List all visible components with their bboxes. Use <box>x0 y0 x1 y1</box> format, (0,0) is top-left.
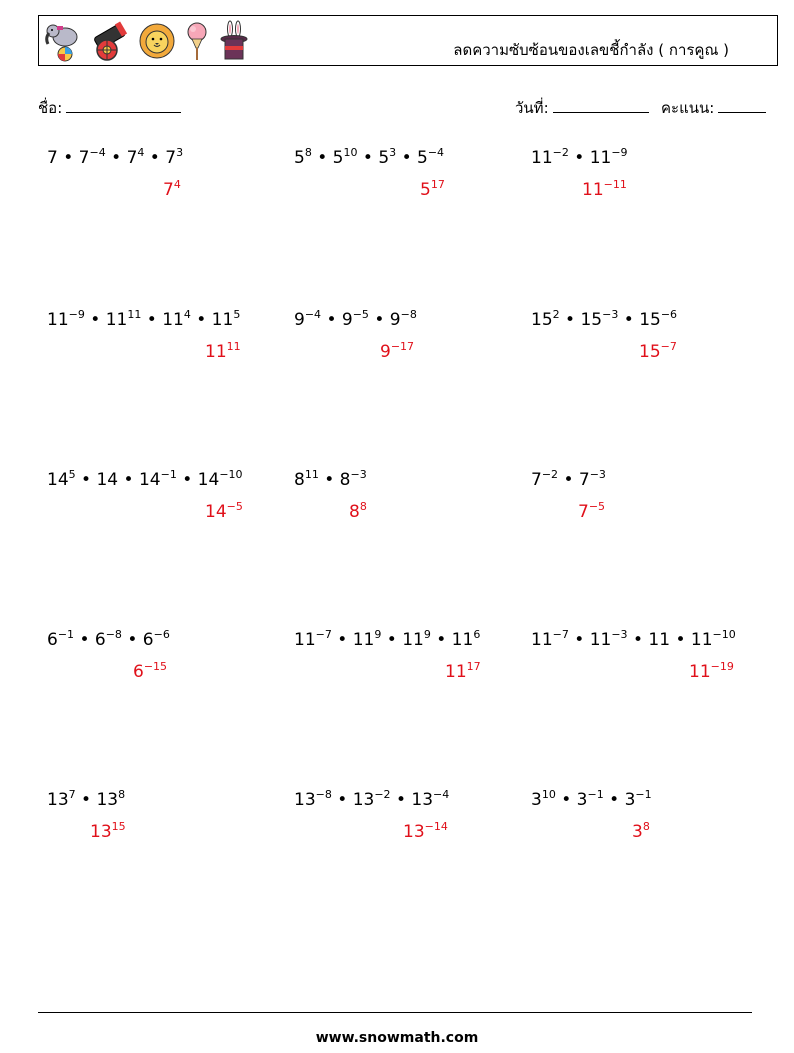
power-term <box>390 310 417 330</box>
power-term <box>47 790 76 810</box>
exponent: −2 <box>552 146 569 159</box>
power-term <box>165 148 183 168</box>
exponent: −15 <box>143 660 168 673</box>
base: 6 <box>47 630 58 650</box>
power-term <box>212 310 241 330</box>
base: 11 <box>589 148 612 168</box>
header-icons <box>43 20 251 62</box>
multiply-dot: • <box>105 148 127 168</box>
answer <box>133 662 167 682</box>
multiply-dot: • <box>670 630 691 650</box>
power-term <box>47 310 85 330</box>
problem-expression <box>531 148 628 168</box>
base: 11 <box>648 630 671 650</box>
name-label: ชื่อ: <box>38 99 63 117</box>
power-term <box>127 148 145 168</box>
multiply-dot: • <box>311 148 333 168</box>
base: 11 <box>352 630 375 650</box>
base: 15 <box>580 310 603 330</box>
multiply-dot: • <box>121 630 143 650</box>
answer <box>380 342 414 362</box>
base: 15 <box>639 342 661 362</box>
exponent: −10 <box>712 628 736 641</box>
power-term <box>531 470 558 490</box>
exponent: −4 <box>427 146 445 159</box>
power-term <box>531 310 560 330</box>
multiply-dot: • <box>318 470 340 490</box>
score-field[interactable] <box>661 96 766 120</box>
power-term <box>294 310 321 330</box>
answer <box>205 342 241 362</box>
problem-expression <box>47 790 125 810</box>
base: 11 <box>445 662 467 682</box>
exponent: 4 <box>173 178 181 191</box>
answer-power <box>163 180 181 200</box>
power-term <box>353 790 391 810</box>
problem-expression <box>294 790 449 810</box>
exponent: −9 <box>611 146 628 159</box>
base: 9 <box>341 310 353 330</box>
exponent: −8 <box>105 628 122 641</box>
multiply-dot: • <box>381 630 403 650</box>
base: 3 <box>531 790 542 810</box>
exponent: 8 <box>642 820 650 833</box>
exponent: −17 <box>390 340 415 353</box>
power-term <box>577 790 604 810</box>
exponent: −5 <box>226 500 243 513</box>
exponent: −5 <box>588 500 606 513</box>
exponent: −4 <box>433 788 450 801</box>
exponent: −9 <box>68 308 85 321</box>
exponent: 11 <box>304 468 319 481</box>
exponent: −3 <box>611 628 628 641</box>
date-label: วันที่: <box>515 99 549 117</box>
power-term <box>531 630 569 650</box>
base: 11 <box>531 630 553 650</box>
multiply-dot: • <box>75 470 97 490</box>
multiply-dot: • <box>321 310 342 330</box>
answer <box>205 502 243 522</box>
base: 7 <box>165 148 177 168</box>
answer-power <box>349 502 367 522</box>
power-term <box>590 630 628 650</box>
answer <box>420 180 445 200</box>
footer-url[interactable]: www.snowmath.com <box>315 1030 479 1046</box>
exponent: −7 <box>315 628 332 641</box>
problem-expression <box>294 630 480 650</box>
power-term <box>353 630 382 650</box>
base: 11 <box>531 148 553 168</box>
answer <box>403 822 448 842</box>
multiply-dot: • <box>568 630 590 650</box>
exponent: −8 <box>315 788 332 801</box>
exponent: 5 <box>68 468 76 481</box>
base: 13 <box>411 790 434 810</box>
multiply-dot: • <box>84 310 106 330</box>
answer <box>639 342 677 362</box>
base: 7 <box>578 502 589 522</box>
exponent: −2 <box>541 468 559 481</box>
power-term <box>96 790 125 810</box>
multiply-dot: • <box>568 148 590 168</box>
power-term <box>411 790 449 810</box>
exponent: −14 <box>424 820 448 833</box>
exponent: 10 <box>541 788 556 801</box>
exponent: 6 <box>473 628 481 641</box>
base: 7 <box>78 148 90 168</box>
exponent: −19 <box>710 660 734 673</box>
problem-expression <box>47 470 243 490</box>
answer-power <box>420 180 445 200</box>
exponent: −2 <box>374 788 391 801</box>
answer-power <box>632 822 650 842</box>
multiply-dot: • <box>390 790 412 810</box>
problem-expression <box>294 470 367 490</box>
multiply-dot: • <box>74 630 95 650</box>
base: 11 <box>211 310 234 330</box>
exponent: −7 <box>660 340 677 353</box>
exponent: −3 <box>350 468 367 481</box>
answer-power <box>639 342 677 362</box>
base: 11 <box>47 310 69 330</box>
multiply-dot: • <box>331 630 353 650</box>
answer-power <box>578 502 605 522</box>
power-term <box>691 630 736 650</box>
name-field[interactable] <box>38 96 181 120</box>
exponent: 7 <box>68 788 76 801</box>
exponent: 4 <box>183 308 191 321</box>
exponent: 17 <box>430 178 445 191</box>
exponent: −3 <box>602 308 619 321</box>
power-term <box>162 310 191 330</box>
base: 13 <box>90 822 112 842</box>
multiply-dot: • <box>627 630 649 650</box>
base: 11 <box>690 630 713 650</box>
power-term <box>96 470 118 490</box>
exponent: 11 <box>226 340 241 353</box>
exponent: 10 <box>343 146 358 159</box>
power-term <box>47 148 58 168</box>
power-term <box>452 630 481 650</box>
exponent: 11 <box>127 308 142 321</box>
answer <box>689 662 734 682</box>
base: 14 <box>205 502 227 522</box>
multiply-dot: • <box>357 148 379 168</box>
power-term <box>590 148 628 168</box>
exponent: 5 <box>233 308 241 321</box>
power-term <box>580 310 618 330</box>
problem-expression <box>294 148 444 168</box>
multiply-dot: • <box>118 470 139 490</box>
exponent: −4 <box>304 308 322 321</box>
base: 13 <box>96 790 119 810</box>
exponent: −5 <box>352 308 369 321</box>
score-label: คะแนน: <box>661 99 715 117</box>
exponent: −10 <box>219 468 243 481</box>
problem-expression <box>531 630 736 650</box>
exponent: −1 <box>160 468 177 481</box>
power-term <box>648 630 670 650</box>
base: 13 <box>294 790 316 810</box>
problem-expression <box>47 630 170 650</box>
base: 5 <box>420 180 431 200</box>
power-term <box>294 470 319 490</box>
magic-hat-rabbit-icon <box>217 20 251 62</box>
problem-expression <box>531 310 677 330</box>
exponent: 3 <box>176 146 184 159</box>
problem-expression <box>47 310 240 330</box>
power-term <box>95 630 122 650</box>
base: 6 <box>142 630 154 650</box>
power-term <box>198 470 243 490</box>
power-term <box>106 310 142 330</box>
exponent: 8 <box>118 788 126 801</box>
power-term <box>47 630 74 650</box>
base: 14 <box>96 470 119 490</box>
base: 11 <box>162 310 184 330</box>
base: 13 <box>403 822 425 842</box>
power-term <box>579 470 606 490</box>
base: 11 <box>589 630 612 650</box>
base: 5 <box>332 148 344 168</box>
base: 14 <box>197 470 220 490</box>
base: 13 <box>352 790 375 810</box>
power-term <box>294 790 332 810</box>
lion-icon <box>137 20 177 62</box>
problem-expression <box>531 790 652 810</box>
base: 14 <box>138 470 161 490</box>
power-term <box>531 148 569 168</box>
exponent: 4 <box>137 146 145 159</box>
answer <box>445 662 481 682</box>
answer-power <box>133 662 167 682</box>
multiply-dot: • <box>75 790 97 810</box>
power-term <box>333 148 358 168</box>
answer <box>582 180 627 200</box>
answer-power <box>445 662 481 682</box>
answer-power <box>205 502 243 522</box>
base: 11 <box>451 630 474 650</box>
multiply-dot: • <box>396 148 418 168</box>
multiply-dot: • <box>144 148 166 168</box>
answer-power <box>205 342 241 362</box>
multiply-dot: • <box>57 148 79 168</box>
base: 9 <box>389 310 401 330</box>
exponent: 9 <box>423 628 431 641</box>
base: 8 <box>339 470 351 490</box>
base: 5 <box>378 148 390 168</box>
power-term <box>342 310 369 330</box>
base: 9 <box>294 310 305 330</box>
problem-expression <box>531 470 606 490</box>
answer <box>578 502 605 522</box>
answer-power <box>380 342 414 362</box>
base: 11 <box>402 630 424 650</box>
power-term <box>340 470 367 490</box>
base: 8 <box>294 470 305 490</box>
base: 11 <box>294 630 316 650</box>
answer <box>349 502 367 522</box>
base: 11 <box>105 310 128 330</box>
power-term <box>639 310 677 330</box>
cotton-candy-icon <box>184 20 210 62</box>
answer <box>90 822 126 842</box>
exponent: 15 <box>111 820 126 833</box>
power-term <box>139 470 177 490</box>
base: 13 <box>47 790 69 810</box>
base: 3 <box>632 822 643 842</box>
exponent: 9 <box>374 628 382 641</box>
base: 11 <box>205 342 227 362</box>
power-term <box>294 630 332 650</box>
multiply-dot: • <box>190 310 212 330</box>
exponent: −3 <box>589 468 606 481</box>
answer-power <box>689 662 734 682</box>
base: 7 <box>47 148 58 168</box>
exponent: −6 <box>660 308 678 321</box>
problem-expression <box>47 148 183 168</box>
power-term <box>143 630 170 650</box>
power-term <box>402 630 431 650</box>
exponent: 8 <box>359 500 367 513</box>
exponent: −7 <box>552 628 569 641</box>
elephant-on-ball-icon <box>43 20 83 62</box>
exponent: −1 <box>587 788 604 801</box>
power-term <box>378 148 396 168</box>
multiply-dot: • <box>368 310 390 330</box>
base: 7 <box>531 470 542 490</box>
base: 9 <box>380 342 391 362</box>
multiply-dot: • <box>141 310 163 330</box>
base: 7 <box>126 148 138 168</box>
exponent: −1 <box>57 628 75 641</box>
base: 7 <box>163 180 174 200</box>
answer-power <box>582 180 627 200</box>
power-term <box>417 148 444 168</box>
name-line[interactable] <box>66 100 181 113</box>
score-line[interactable] <box>718 100 766 113</box>
multiply-dot: • <box>603 790 625 810</box>
base: 7 <box>578 470 590 490</box>
multiply-dot: • <box>618 310 640 330</box>
footer-divider <box>38 1012 752 1013</box>
multiply-dot: • <box>331 790 353 810</box>
base: 15 <box>639 310 661 330</box>
date-line[interactable] <box>553 100 649 113</box>
answer-power <box>403 822 448 842</box>
base: 3 <box>576 790 588 810</box>
multiply-dot: • <box>558 470 579 490</box>
exponent: −11 <box>603 178 627 191</box>
base: 5 <box>294 148 305 168</box>
base: 6 <box>133 662 144 682</box>
exponent: 8 <box>304 146 312 159</box>
power-term <box>531 790 556 810</box>
base: 14 <box>47 470 69 490</box>
base: 5 <box>417 148 428 168</box>
power-term <box>294 148 312 168</box>
multiply-dot: • <box>555 790 577 810</box>
base: 6 <box>94 630 106 650</box>
base: 3 <box>624 790 636 810</box>
exponent: 2 <box>552 308 560 321</box>
worksheet-title: ลดความซับซ้อนของเลขชี้กำลัง ( การคูณ ) <box>453 41 729 59</box>
multiply-dot: • <box>176 470 198 490</box>
base: 8 <box>349 502 360 522</box>
power-term <box>625 790 652 810</box>
circus-cannon-icon <box>90 20 130 62</box>
power-term <box>47 470 76 490</box>
base: 15 <box>531 310 553 330</box>
exponent: 17 <box>466 660 481 673</box>
exponent: −4 <box>89 146 106 159</box>
multiply-dot: • <box>430 630 452 650</box>
base: 11 <box>582 180 604 200</box>
power-term <box>79 148 106 168</box>
worksheet-header <box>38 15 778 66</box>
base: 11 <box>689 662 711 682</box>
exponent: −6 <box>153 628 170 641</box>
answer <box>632 822 650 842</box>
problem-expression <box>294 310 417 330</box>
answer-power <box>90 822 126 842</box>
multiply-dot: • <box>559 310 581 330</box>
answer <box>163 180 181 200</box>
date-field[interactable] <box>515 96 649 120</box>
exponent: −1 <box>635 788 652 801</box>
exponent: 3 <box>389 146 397 159</box>
exponent: −8 <box>400 308 417 321</box>
